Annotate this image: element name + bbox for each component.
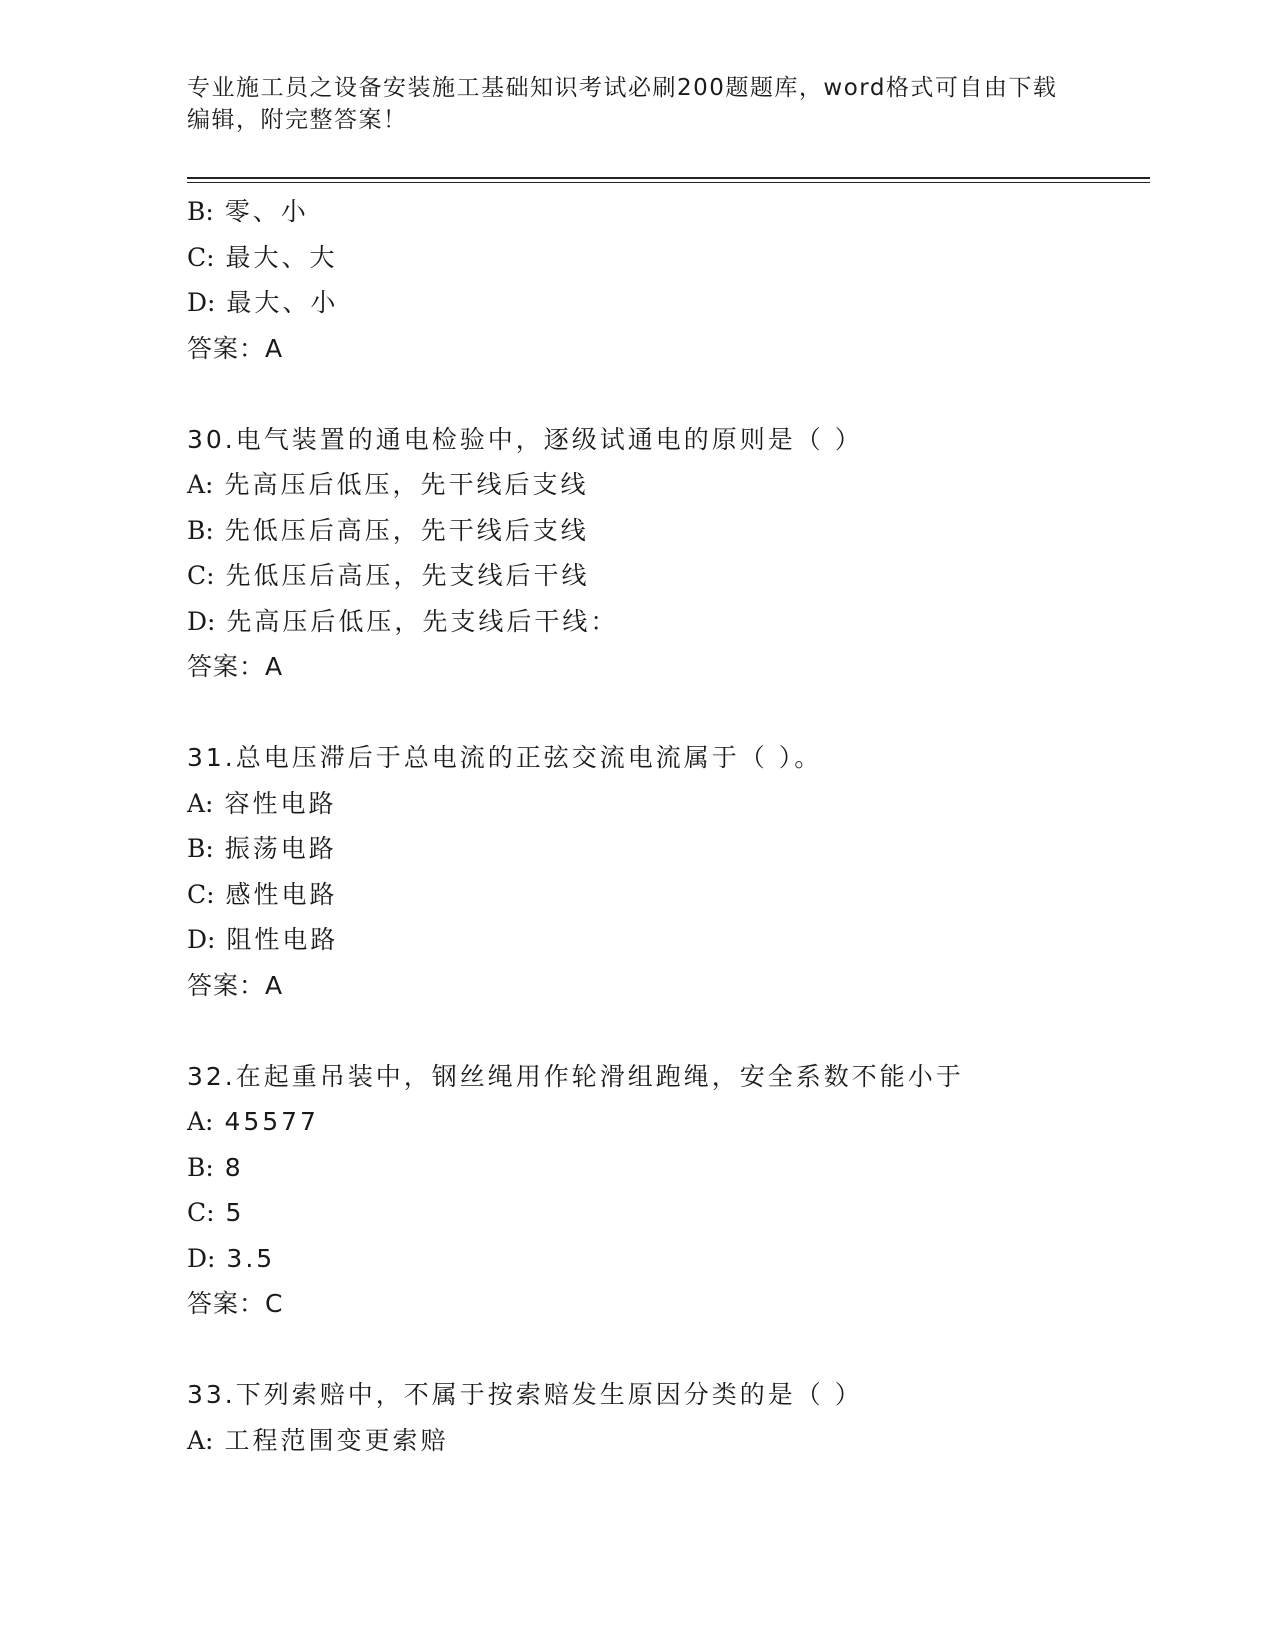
- option-key: A:: [187, 470, 214, 499]
- option-line: [187, 1418, 1147, 1464]
- option-key: D:: [187, 606, 216, 636]
- option-spacer: [214, 1153, 225, 1182]
- question-gap: [187, 1008, 1147, 1054]
- question-title: 32.在起重吊装中，钢丝绳用作轮滑组跑绳，安全系数不能小于: [187, 1061, 964, 1091]
- option-text: 工程范围变更索赔: [224, 1425, 449, 1455]
- option-text: 振荡电路: [224, 834, 337, 863]
- question-title: 33.下列索赔中，不属于按索赔发生原因分类的是（ ）: [187, 1380, 863, 1409]
- option-text: 3.5: [226, 1243, 276, 1273]
- question-block: [187, 189, 1147, 417]
- answer-line: 答案：A: [187, 652, 284, 681]
- option-line: [187, 599, 1147, 645]
- option-text: 阻性电路: [226, 925, 339, 954]
- header-line-1: 专业施工员之设备安装施工基础知识考试必刷200题题库，word格式可自由下载: [187, 75, 1058, 101]
- question-block: [187, 417, 1147, 736]
- option-spacer: [215, 288, 226, 317]
- option-spacer: [213, 1107, 224, 1136]
- option-key: B:: [187, 515, 214, 545]
- option-key: C:: [187, 242, 215, 272]
- question-title: 30.电气装置的通电检验中，逐级试通电的原则是（ ）: [187, 424, 863, 454]
- question-block: [187, 1054, 1147, 1373]
- answer-line: 答案：C: [187, 1289, 284, 1318]
- option-key: B:: [187, 1152, 214, 1182]
- option-spacer: [214, 197, 225, 226]
- option-text: 先低压后高压，先干线后支线: [224, 515, 589, 545]
- option-text: 最大、小: [226, 288, 339, 317]
- option-key: D:: [187, 288, 216, 317]
- header-rule-thin: [187, 182, 1150, 183]
- question-block: [187, 1372, 1147, 1463]
- option-line: [187, 1145, 1147, 1191]
- option-line: [187, 508, 1147, 554]
- option-text: 最大、大: [225, 242, 338, 272]
- option-spacer: [215, 925, 226, 954]
- option-key: A:: [187, 788, 214, 818]
- option-key: B:: [187, 834, 214, 863]
- option-line: [187, 826, 1147, 872]
- option-key: C:: [187, 879, 215, 909]
- document-page: [187, 0, 1147, 1650]
- document-header: [187, 72, 1087, 136]
- option-key: C:: [187, 1198, 215, 1227]
- question-gap: [187, 690, 1147, 736]
- option-key: D:: [187, 925, 216, 954]
- option-spacer: [213, 1426, 224, 1455]
- option-line: [187, 280, 1147, 326]
- option-text: 先低压后高压，先支线后干线: [225, 561, 590, 590]
- option-text: 容性电路: [224, 788, 337, 818]
- option-line: [187, 917, 1147, 963]
- option-key: D:: [187, 1243, 216, 1273]
- option-line: [187, 1190, 1147, 1236]
- option-key: A:: [187, 1425, 214, 1455]
- question-block: [187, 735, 1147, 1054]
- option-spacer: [213, 789, 224, 818]
- option-line: [187, 189, 1147, 235]
- option-spacer: [215, 880, 226, 909]
- option-text: 8: [224, 1152, 244, 1182]
- question-gap: [187, 371, 1147, 417]
- option-text: 感性电路: [225, 879, 338, 909]
- option-line: [187, 1236, 1147, 1282]
- option-spacer: [215, 1198, 226, 1227]
- option-text: 45577: [224, 1107, 319, 1136]
- header-rule-thick: [187, 177, 1150, 179]
- option-key: B:: [187, 197, 214, 226]
- header-line-2: 编辑，附完整答案！: [187, 107, 408, 133]
- option-text: 先高压后低压，先干线后支线: [224, 470, 589, 499]
- option-spacer: [215, 1244, 226, 1273]
- option-spacer: [213, 470, 224, 499]
- option-line: [187, 1099, 1147, 1145]
- option-spacer: [215, 561, 226, 590]
- option-spacer: [214, 834, 225, 863]
- option-spacer: [215, 243, 226, 272]
- answer-line: 答案：A: [187, 970, 284, 1000]
- option-line: [187, 462, 1147, 508]
- option-text: 零、小: [224, 197, 309, 226]
- question-list: [187, 189, 1147, 1463]
- option-line: [187, 553, 1147, 599]
- option-text: 先高压后低压，先支线后干线：: [226, 606, 619, 636]
- question-title: 31.总电压滞后于总电流的正弦交流电流属于（ ）。: [187, 743, 823, 772]
- option-key: C:: [187, 561, 215, 590]
- answer-line: 答案：A: [187, 333, 284, 363]
- option-line: [187, 235, 1147, 281]
- option-spacer: [214, 516, 225, 545]
- question-gap: [187, 1327, 1147, 1373]
- option-spacer: [215, 607, 226, 636]
- option-key: A:: [187, 1107, 214, 1136]
- option-line: [187, 781, 1147, 827]
- option-text: 5: [225, 1198, 245, 1227]
- option-line: [187, 872, 1147, 918]
